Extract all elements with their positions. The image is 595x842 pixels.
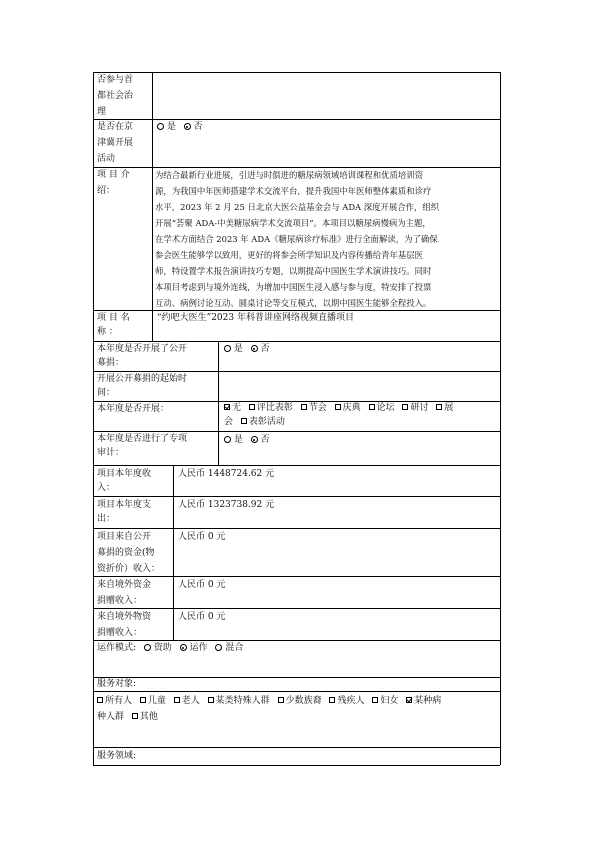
annual-income-value: 人民币 1448724.62 元 (178, 469, 275, 479)
jingjinji-no-label: 否 (193, 122, 203, 132)
overseas-goods-label: 来自境外物资 捐赠收入： (97, 612, 152, 638)
service-target-label: 服务对象: (97, 679, 137, 689)
jingjinji-label: 是否在京 津冀开展 活动 (97, 122, 134, 164)
intro-line: 师，特设置学术报告演讲技巧专题，以期提高中国医生学术演讲技巧。同时 (155, 266, 432, 276)
activity-checkbox-awards[interactable] (249, 404, 255, 410)
jingjinji-no-radio[interactable] (184, 123, 191, 130)
target-checkbox-minority[interactable] (278, 697, 284, 703)
public-fundraising-no-radio[interactable] (251, 345, 258, 352)
social-governance-label: 否参与首 都社会治 理 (97, 75, 134, 117)
intro-line: 参会医生能够学以致用，更好的将参会所学知识及内容传播给青年基层医 (155, 250, 423, 260)
overseas-funds-value: 人民币 0 元 (178, 580, 226, 590)
intro-line: 源，为我国中年医师搭建学术交流平台，提升我国中年医师整体素质和诊疗 (155, 186, 432, 196)
activities-options: 无 评比表彰 节会 庆典 论坛 研讨 展 会 表彰活动 (224, 403, 454, 427)
intro-line: 为结合最新行业进展，引进与时俱进的糖尿病领域培训课程和优质培训资 (155, 170, 423, 180)
special-audit-yes-radio[interactable] (224, 436, 231, 443)
intro-line: 在学术方面结合 2023 年 ADA《糖尿病诊疗标准》进行全面解读，为了确保 (155, 234, 438, 244)
intro-line: 互动、病例讨论互动、圆桌讨论等交互模式，以期中国医生能够全程投入。 (155, 298, 432, 308)
overseas-funds-label: 来自境外资金 捐赠收入： (97, 580, 152, 606)
public-fundraising-options (222, 341, 272, 357)
jingjinji-yes-radio[interactable] (157, 123, 164, 130)
public-fundraising-yes-label: 是 (233, 344, 243, 354)
activity-checkbox-festival[interactable] (301, 404, 307, 410)
service-target-options: 所有人 儿童 老人 某类特殊人群 少数族裔 残疾人 妇女 某种病 种人群 其他 (97, 696, 442, 722)
intro-line: 本项目考虑到与境外连线，为增加中国医生浸入感与参与度，特安排了投票 (155, 282, 432, 292)
target-checkbox-other[interactable] (132, 713, 138, 719)
fundraising-start-label: 开展公开募捐的起始时 间： (97, 374, 188, 398)
public-goods-income-label: 项目来自公开 募捐的资金(物 资折价）收入： (97, 532, 161, 574)
operation-mode-funding-radio[interactable] (144, 644, 151, 651)
target-checkbox-elderly[interactable] (174, 697, 180, 703)
special-audit-no-radio[interactable] (251, 436, 258, 443)
public-goods-income-value: 人民币 0 元 (178, 532, 226, 542)
annual-income-label: 项目本年度收 入： (97, 469, 152, 493)
activity-checkbox-commendation[interactable] (241, 418, 247, 424)
target-checkbox-children[interactable] (140, 697, 146, 703)
operation-mode-mixed-radio[interactable] (215, 644, 222, 651)
special-audit-no-label: 否 (260, 435, 270, 445)
target-checkbox-everyone[interactable] (97, 697, 103, 703)
activity-checkbox-celebration[interactable] (335, 404, 341, 410)
annual-expense-label: 项目本年度支 出： (97, 500, 152, 524)
activity-checkbox-forum[interactable] (369, 404, 375, 410)
special-audit-yes-label: 是 (233, 435, 243, 445)
activity-checkbox-seminar[interactable] (402, 404, 408, 410)
activity-checkbox-none[interactable] (224, 404, 230, 410)
jingjinji-options (155, 119, 205, 135)
special-audit-options (222, 432, 272, 448)
intro-text (153, 167, 500, 311)
target-checkbox-women[interactable] (372, 697, 378, 703)
target-checkbox-special-group[interactable] (208, 697, 214, 703)
operation-mode-label: 运作模式: (97, 643, 137, 653)
annual-expense-value: 人民币 1323738.92 元 (178, 500, 275, 510)
intro-line: 开展“荟聚 ADA-中美糖尿病学术交流项目”。本项目以糖尿病慢病为主题， (155, 218, 431, 228)
public-fundraising-label: 本年度是否开展了公开 募捐： (97, 344, 188, 368)
jingjinji-yes-label: 是 (166, 122, 176, 132)
activities-label: 本年度是否开展： (97, 404, 170, 414)
project-name-label: 项 目 名 称 ： (97, 313, 130, 337)
operation-mode-operate-radio[interactable] (180, 644, 187, 651)
operation-mode-row: 运作模式: 资助 运作 混合 (97, 643, 244, 653)
public-fundraising-yes-radio[interactable] (224, 345, 231, 352)
activity-checkbox-exhibition[interactable] (436, 404, 442, 410)
target-checkbox-disabled[interactable] (329, 697, 335, 703)
target-checkbox-disease-group[interactable] (406, 697, 412, 703)
special-audit-label: 本年度是否进行了专项 审计： (97, 434, 188, 458)
intro-line: 水平，2023 年 2 月 25 日北京大医公益基金会与 ADA 深度开展合作，组织 (155, 202, 440, 212)
project-name-value: “约吧大医生”2023 年科普讲座网络视频直播项目 (157, 313, 354, 323)
service-field-label: 服务领域: (97, 751, 137, 761)
intro-label: 项 目 介 绍： (97, 170, 130, 196)
public-fundraising-no-label: 否 (260, 344, 270, 354)
overseas-goods-value: 人民币 0 元 (178, 612, 226, 622)
